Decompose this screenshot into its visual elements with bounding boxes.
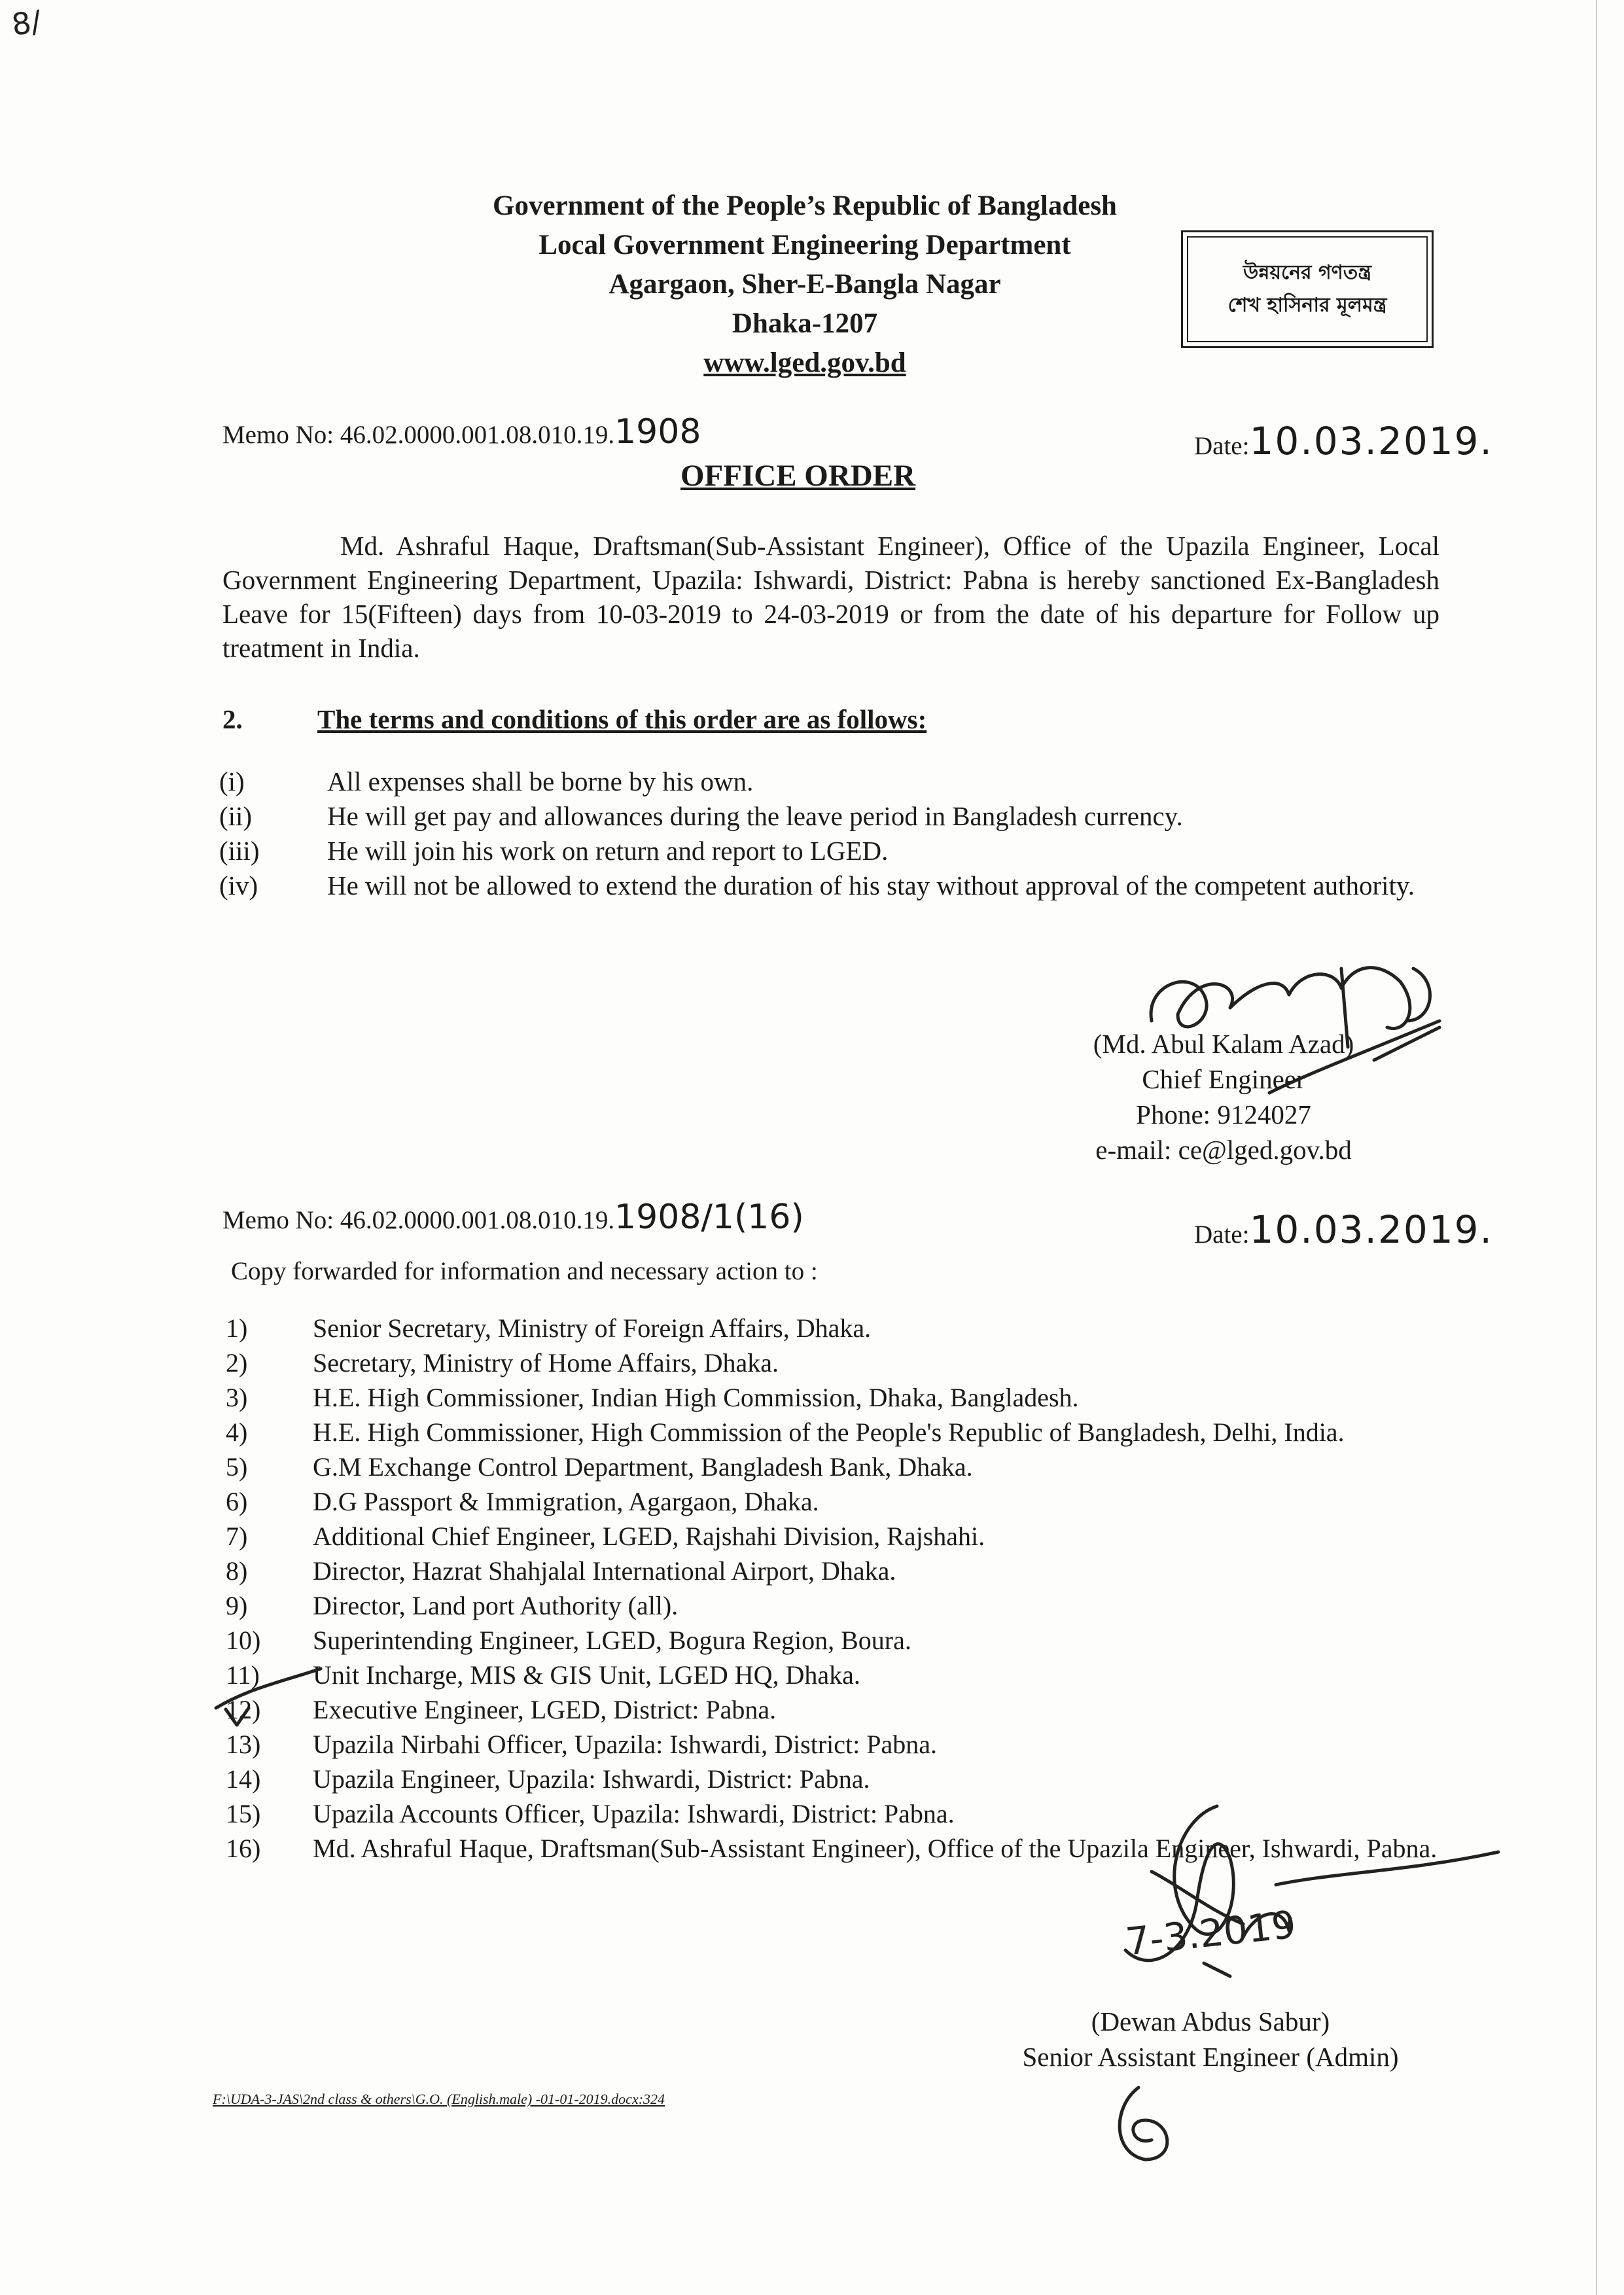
signer-1-name: (Md. Abul Kalam Azad) [1093,1029,1354,1059]
list-item-text: D.G Passport & Immigration, Agargaon, Dhaka. [313,1487,819,1516]
bottom-initial-mark [1120,2088,1167,2160]
order-body-paragraph: Md. Ashraful Haque, Draftsman(Sub-Assistant Engineer), Office of the Upazila Engineer, Local Government Engineering Department, Upazila: Ishwardi, District: Pabna is hereby sanctioned Ex-Bangladesh Leave for 15(Fifteen) days from 10-03-2019 to 24-03-2019 or from the date of his departure for Follow up treatment in India. [222,531,1439,663]
list-item-number: 3) [226,1383,248,1412]
list-item [226,1554,1443,1588]
list-item-text: Md. Ashraful Haque, Draftsman(Sub-Assistant Engineer), Office of the Upazila Engineer, Ishwardi, Pabna. [313,1834,1438,1863]
memo-1-date-value: 10.03.2019. [1249,419,1493,463]
term-label: (i) [219,766,245,796]
section-heading: The terms and conditions of this order are as follows: [317,704,927,734]
memo-2-date [1194,1207,1493,1252]
list-item-number: 14) [226,1764,261,1794]
list-item-text: Senior Secretary, Ministry of Foreign Affairs, Dhaka. [313,1313,872,1343]
slogan-inner-frame [1187,236,1428,342]
slogan-line-2: শেখ হাসিনার মূলমন্ত্র [1227,294,1387,317]
list-item-text: Director, Hazrat Shahjalal International Airport, Dhaka. [313,1556,896,1586]
list-item-number: 7) [226,1521,248,1551]
header-city: Dhaka-1207 [732,308,878,339]
memo-1-label: Memo No: 46.02.0000.001.08.010.19. [222,421,615,449]
header-department: Local Government Engineering Department [538,230,1071,260]
list-item-number: 10) [226,1626,261,1655]
list-item [226,1519,1443,1554]
list-item [226,1311,1443,1345]
signer-2-designation: Senior Assistant Engineer (Admin) [1022,2042,1399,2072]
list-item [226,1588,1443,1623]
header-address: Agargaon, Sher-E-Bangla Nagar [609,269,1001,300]
list-item [226,1450,1443,1484]
list-item [226,1831,1443,1866]
list-item [226,1380,1443,1415]
term-label: (iv) [219,870,258,900]
list-item-number: 11) [226,1660,260,1690]
list-item-number: 2) [226,1348,248,1378]
memo-number-2 [222,1198,804,1237]
list-item [226,1345,1443,1380]
term-item [219,799,1443,834]
header-government: Government of the People’s Republic of Bangladesh [493,190,1117,221]
list-item [226,1623,1443,1658]
memo-number-1 [222,412,701,452]
term-label: (ii) [219,801,253,831]
recipient-list [226,1311,1443,1866]
memo-2-label: Memo No: 46.02.0000.001.08.010.19. [222,1206,615,1234]
term-item [219,764,1443,799]
term-text: All expenses shall be borne by his own. [327,766,754,796]
list-item [226,1692,1443,1727]
list-item-text: Additional Chief Engineer, LGED, Rajshahi Division, Rajshahi. [313,1521,985,1551]
list-item-number: 5) [226,1452,248,1482]
section-number: 2. [222,704,243,734]
list-item [226,1762,1443,1796]
signer-2-handwritten-date: 7-3.2019 [1123,1902,1298,1965]
signer-1-email: e-mail: ce@lged.gov.bd [1095,1135,1352,1165]
list-item-text: H.E. High Commissioner, Indian High Commission, Dhaka, Bangladesh. [313,1383,1079,1412]
memo-2-date-value: 10.03.2019. [1249,1207,1493,1252]
list-item-text: Upazila Accounts Officer, Upazila: Ishwardi, District: Pabna. [313,1799,955,1828]
term-item [219,834,1443,868]
copy-forward-intro: Copy forwarded for information and necessary action to : [231,1257,818,1285]
list-item [226,1796,1443,1831]
memo-2-date-label: Date: [1194,1220,1250,1249]
list-item-number: 16) [226,1834,261,1863]
signer-2-name: (Dewan Abdus Sabur) [1091,2006,1330,2037]
term-label: (iii) [219,836,260,866]
list-item [226,1415,1443,1450]
list-item-text: Director, Land port Authority (all). [313,1591,679,1620]
list-item-text: Upazila Nirbahi Officer, Upazila: Ishwardi, District: Pabna. [313,1730,938,1759]
memo-1-date-label: Date: [1194,432,1250,460]
list-item-number: 15) [226,1799,261,1828]
header-website: www.lged.gov.bd [703,347,906,378]
list-item [226,1727,1443,1762]
term-text: He will get pay and allowances during the leave period in Bangladesh currency. [327,801,1183,831]
list-item [226,1658,1443,1692]
list-item-number: 9) [226,1591,248,1620]
office-order-title: OFFICE ORDER [680,459,916,493]
term-text: He will not be allowed to extend the duration of his stay without approval of the competent authority. [327,870,1415,900]
list-item-text: H.E. High Commissioner, High Commission of the People's Republic of Bangladesh, Delhi, India. [313,1417,1345,1447]
list-item-number: 8) [226,1556,248,1586]
list-item-number: 4) [226,1417,248,1447]
letterhead [393,187,1217,383]
list-item [226,1484,1443,1519]
footer-file-path: F:\UDA-3-JAS\2nd class & others\G.O. (English.male) -01-01-2019.docx:324 [213,2091,665,2107]
slogan-box [1181,230,1434,348]
list-item-number: 13) [226,1730,261,1759]
list-item-text: Upazila Engineer, Upazila: Ishwardi, District: Pabna. [313,1764,870,1794]
term-item [219,868,1443,903]
slogan-line-1: উন্নয়নের গণতন্ত্র [1243,261,1372,284]
memo-2-handwritten-number: 1908/1(16) [614,1198,804,1237]
list-item-text: G.M Exchange Control Department, Bangladesh Bank, Dhaka. [313,1452,973,1482]
list-item-text: Secretary, Ministry of Home Affairs, Dhaka. [313,1348,779,1378]
signature-block-chief-engineer [1053,1026,1394,1167]
terms-list [219,764,1443,903]
corner-handwritten-mark: 8/ [9,3,44,43]
memo-1-handwritten-number: 1908 [614,412,701,452]
signer-1-designation: Chief Engineer [1142,1064,1305,1094]
list-item-text: Executive Engineer, LGED, District: Pabna. [313,1695,777,1724]
list-item-number: 1) [226,1313,248,1343]
memo-1-date [1194,419,1493,463]
list-item-number: 12) [226,1695,261,1724]
signer-1-phone: Phone: 9124027 [1136,1099,1311,1130]
term-text: He will join his work on return and report to LGED. [327,836,889,866]
list-item-text: Unit Incharge, MIS & GIS Unit, LGED HQ, Dhaka. [313,1660,860,1690]
list-item-number: 6) [226,1487,248,1516]
list-item-text: Superintending Engineer, LGED, Bogura Region, Boura. [313,1626,911,1655]
signature-block-senior-assistant-engineer [949,2004,1472,2074]
